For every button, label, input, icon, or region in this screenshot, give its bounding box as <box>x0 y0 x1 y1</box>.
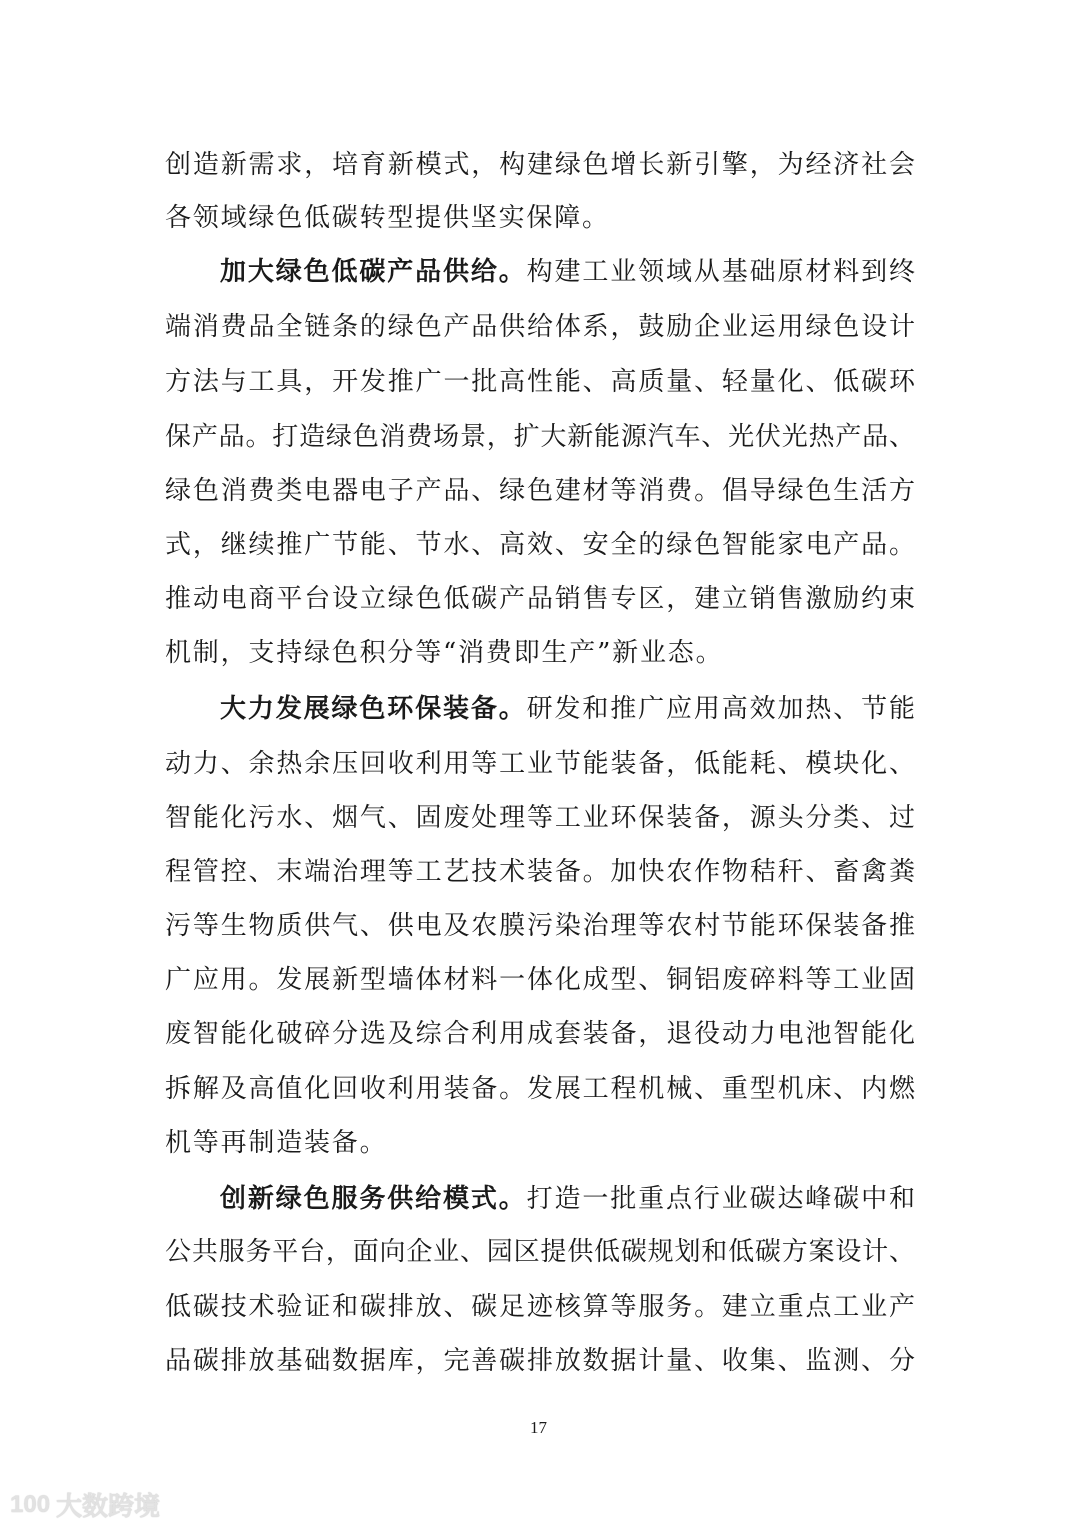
text-line: 品碳排放基础数据库，完善碳排放数据计量、收集、监测、分 <box>165 1346 915 1376</box>
text-line: 公共服务平台，面向企业、园区提供低碳规划和低碳方案设计、 <box>165 1237 915 1267</box>
paragraph-first-line <box>220 1181 915 1217</box>
watermark <box>10 1486 160 1523</box>
text-line: 低碳技术验证和碳排放、碳足迹核算等服务。建立重点工业产 <box>165 1292 915 1322</box>
paragraph-first-line <box>220 254 915 290</box>
text-line: 方法与工具，开发推广一批高性能、高质量、轻量化、低碳环 <box>165 367 915 397</box>
text-line: 智能化污水、烟气、固废处理等工业环保装备，源头分类、过 <box>165 803 915 833</box>
text-line: 推动电商平台设立绿色低碳产品销售专区，建立销售激励约束 <box>165 584 915 614</box>
text-line: 创造新需求，培育新模式，构建绿色增长新引擎，为经济社会 <box>165 150 915 180</box>
watermark-text: 大数跨境 <box>56 1491 161 1521</box>
text-line: 动力、余热余压回收利用等工业节能装备，低能耗、模块化、 <box>165 749 915 779</box>
text-line: 拆解及高值化回收利用装备。发展工程机械、重型机床、内燃 <box>165 1074 915 1104</box>
text-line: 端消费品全链条的绿色产品供给体系，鼓励企业运用绿色设计 <box>165 312 915 342</box>
text-line: 机制，支持绿色积分等“消费即生产”新业态。 <box>165 638 724 668</box>
text-line: 保产品。打造绿色消费场景，扩大新能源汽车、光伏光热产品、 <box>165 422 915 452</box>
paragraph-text: 构建工业领域从基础原材料到终 <box>526 257 915 287</box>
text-line: 程管控、末端治理等工艺技术装备。加快农作物秸秆、畜禽粪 <box>165 857 915 887</box>
paragraph-heading: 大力发展绿色环保装备。 <box>220 694 527 724</box>
paragraph-heading: 创新绿色服务供给模式。 <box>220 1184 527 1214</box>
paragraph-heading: 加大绿色低碳产品供给。 <box>220 257 527 287</box>
text-line: 机等再制造装备。 <box>165 1128 388 1158</box>
text-line: 各领域绿色低碳转型提供坚实保障。 <box>165 203 610 233</box>
paragraph-text: 研发和推广应用高效加热、节能 <box>526 694 915 724</box>
text-line: 绿色消费类电器电子产品、绿色建材等消费。倡导绿色生活方 <box>165 476 915 506</box>
text-line: 污等生物质供气、供电及农膜污染治理等农村节能环保装备推 <box>165 911 915 941</box>
watermark-logo-icon: 100 <box>10 1490 51 1518</box>
paragraph-text: 打造一批重点行业碳达峰碳中和 <box>526 1184 915 1214</box>
page-number: 17 <box>530 1418 547 1437</box>
paragraph-first-line <box>220 691 915 727</box>
text-line: 式，继续推广节能、节水、高效、安全的绿色智能家电产品。 <box>165 530 915 560</box>
text-line: 废智能化破碎分选及综合利用成套装备，退役动力电池智能化 <box>165 1019 915 1049</box>
text-line: 广应用。发展新型墙体材料一体化成型、铜铝废碎料等工业固 <box>165 965 915 995</box>
